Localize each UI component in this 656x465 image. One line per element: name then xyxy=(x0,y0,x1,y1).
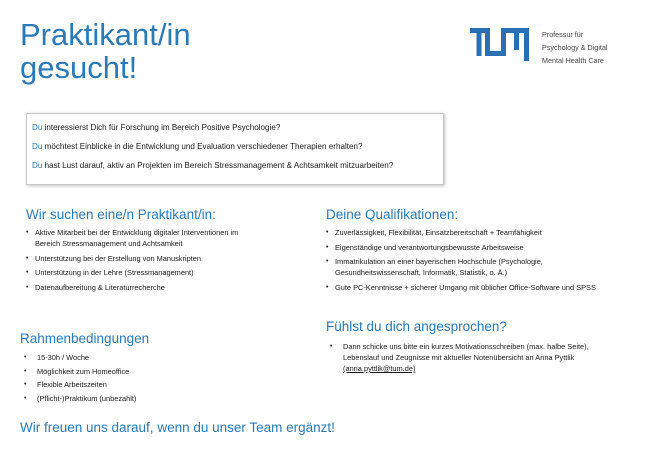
question-line xyxy=(32,161,393,170)
list-item xyxy=(326,242,616,253)
list-item-text: Zuverlässigkeit, Flexibilität, Einsatzbereitschaft + Teamfähigkeit xyxy=(335,228,542,237)
qualifications-list xyxy=(326,227,616,296)
list-item-text: Unterstützung in der Lehre (Stressmanagement) xyxy=(35,268,194,277)
tum-logo-shape xyxy=(470,28,529,61)
list-item xyxy=(26,267,241,278)
list-item xyxy=(326,256,616,278)
question-text: interessierst Dich für Forschung im Bereich Positive Psychologie? xyxy=(44,123,281,132)
question-line xyxy=(32,142,363,151)
du-label: Du xyxy=(32,142,43,151)
professorship-line: Mental Health Care xyxy=(542,56,604,65)
list-item-text: Aktive Mitarbeit bei der Entwicklung digitaler Interventionen im Bereich Stressmanagement und Achtsamkeit xyxy=(35,228,239,248)
conditions-heading: Rahmenbedingungen xyxy=(20,331,150,346)
professorship-line: Professur für xyxy=(542,30,584,39)
list-item-text: Immatrikulation an einer bayerischen Hochschule (Psychologie, Gesundheitswissenschaft, Informatik, Statistik, o. Ä.) xyxy=(335,257,543,277)
search-heading: Wir suchen eine/n Praktikant/in: xyxy=(26,207,216,222)
question-line xyxy=(32,123,280,132)
list-item-text: Flexible Arbeitszeiten xyxy=(37,380,107,389)
list-item xyxy=(326,282,616,293)
contact-text: Dann schicke uns bitte ein kurzes Motivationsschreiben (max. halbe Seite), Lebenslauf und Zeugnisse mit aktueller Notenübersicht an Anna Pyttlik xyxy=(343,342,589,362)
list-item xyxy=(20,393,240,404)
contact-email-link[interactable]: (anna.pyttlik@tum.de) xyxy=(343,364,416,373)
list-item-text: Möglichkeit zum Homeoffice xyxy=(37,366,130,376)
footer-slogan: Wir freuen uns darauf, wenn du unser Team ergänzt! xyxy=(20,420,335,435)
tum-logo xyxy=(470,28,530,61)
list-item xyxy=(20,379,240,390)
contact-item xyxy=(326,341,606,374)
title-line-1: Praktikant/in xyxy=(20,17,191,52)
professorship-line: Psychology & Digital xyxy=(542,43,608,52)
list-item xyxy=(20,352,240,363)
qualifications-heading: Deine Qualifikationen: xyxy=(326,207,459,222)
list-item-text: Unterstützung bei der Erstellung von Manuskripten xyxy=(35,253,201,263)
list-item xyxy=(26,227,241,249)
question-text: möchtest Einblicke in die Entwicklung und Evaluation verschiedener Therapien erhalten? xyxy=(44,142,363,151)
title-line-2: gesucht! xyxy=(20,50,138,85)
questions-box xyxy=(26,113,444,185)
list-item xyxy=(26,253,241,264)
du-label: Du xyxy=(32,123,43,132)
list-item-text: 15-30h / Woche xyxy=(37,353,90,362)
list-item-text: Eigenständige und verantwortungsbewusste Arbeitsweise xyxy=(335,242,524,252)
conditions-list xyxy=(20,352,240,406)
list-item xyxy=(26,282,241,293)
list-item-text: Gute PC-Kenntnisse + sicherer Umgang mit üblicher Office-Software und SPSS xyxy=(335,282,596,292)
list-item xyxy=(20,366,240,377)
list-item-text: (Pflicht-)Praktikum (unbezahlt) xyxy=(37,393,137,403)
list-item xyxy=(326,227,616,238)
search-list xyxy=(26,227,241,296)
du-label: Du xyxy=(32,161,43,170)
professorship-label xyxy=(542,28,608,67)
contact-heading: Fühlst du dich angesprochen? xyxy=(326,319,507,334)
contact-block xyxy=(326,341,606,377)
page-title xyxy=(20,18,191,84)
list-item-text: Datenaufbereitung & Literaturrecherche xyxy=(35,282,165,292)
question-text: hast Lust darauf, aktiv an Projekten im Bereich Stressmanagement & Achtsamkeit mitzuarbeiten? xyxy=(44,161,394,170)
